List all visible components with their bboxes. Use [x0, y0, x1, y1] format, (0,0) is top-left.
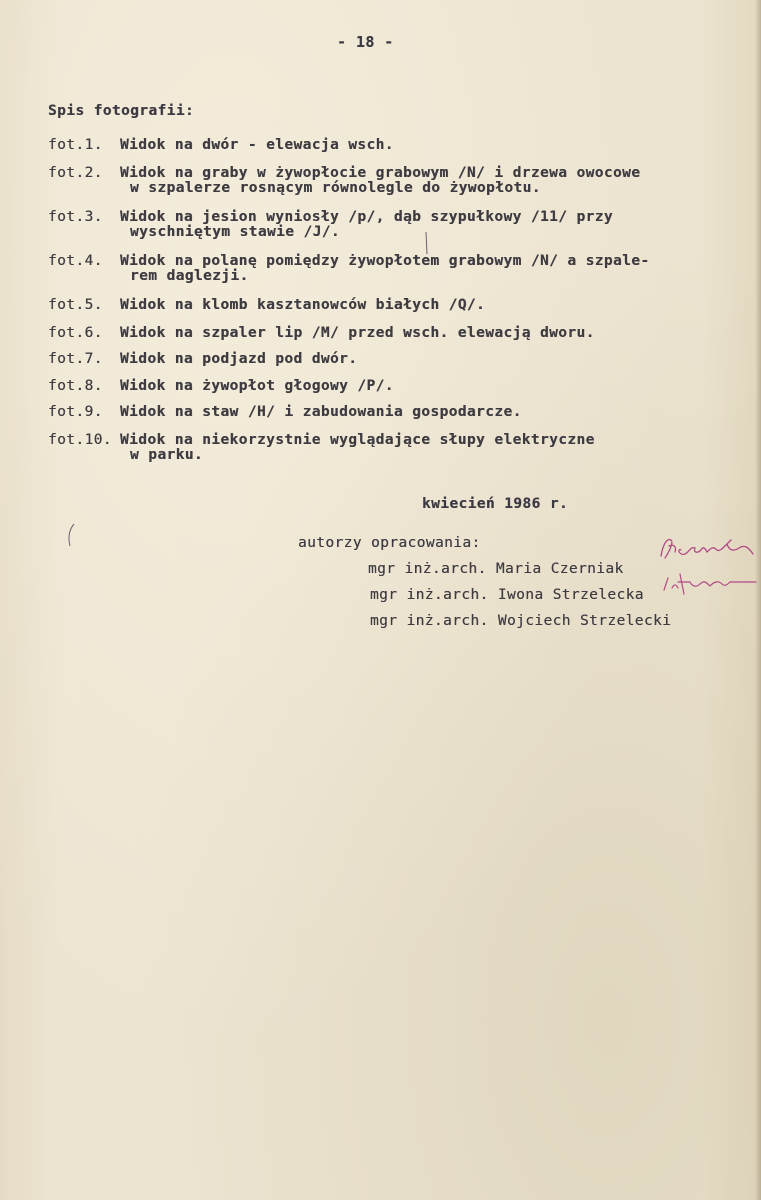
- page-number: - 18 -: [337, 33, 394, 51]
- photo-number: fot.1.: [48, 137, 103, 153]
- author-2: mgr inż.arch. Iwona Strzelecka: [370, 587, 644, 603]
- pen-mark: [66, 522, 76, 548]
- photo-description: Widok na żywopłot głogowy /P/.: [120, 378, 394, 394]
- photo-number: fot.4.: [48, 253, 103, 269]
- author-1: mgr inż.arch. Maria Czerniak: [368, 561, 624, 577]
- signature-czerniak: [655, 532, 757, 566]
- photo-description: Widok na staw /H/ i zabudowania gospodarcze.: [120, 404, 522, 420]
- document-date: kwiecień 1986 r.: [422, 496, 569, 512]
- photo-description: Widok na dwór - elewacja wsch.: [120, 137, 394, 153]
- author-3: mgr inż.arch. Wojciech Strzelecki: [370, 613, 672, 629]
- photo-description: Widok na jesion wyniosły /p/, dąb szypułkowy /11/ przy: [120, 209, 614, 225]
- authors-label: autorzy opracowania:: [298, 535, 481, 551]
- photo-description: Widok na graby w żywopłocie grabowym /N/ i drzewa owocowe: [120, 165, 641, 181]
- list-heading: Spis fotografii:: [48, 103, 195, 119]
- photo-number: fot.9.: [48, 404, 103, 420]
- photo-description: Widok na niekorzystnie wyglądające słupy elektryczne: [120, 432, 595, 448]
- photo-number: fot.10.: [48, 432, 112, 448]
- photo-description-continued: w parku.: [130, 447, 204, 463]
- photo-number: fot.5.: [48, 297, 103, 313]
- pen-mark: [424, 230, 430, 256]
- photo-description: Widok na klomb kasztanowców białych /Q/.: [120, 297, 486, 313]
- photo-number: fot.3.: [48, 209, 103, 225]
- page-edge-shadow: [755, 0, 761, 1200]
- photo-number: fot.8.: [48, 378, 103, 394]
- photo-description: Widok na szpaler lip /M/ przed wsch. elewacją dworu.: [120, 325, 595, 341]
- photo-description-continued: w szpalerze rosnącym równolegle do żywopłotu.: [130, 180, 541, 196]
- photo-description-continued: rem daglezji.: [130, 268, 249, 284]
- photo-description: Widok na podjazd pod dwór.: [120, 351, 358, 367]
- photo-number: fot.2.: [48, 165, 103, 181]
- photo-number: fot.6.: [48, 325, 103, 341]
- photo-description: Widok na polanę pomiędzy żywopłotem grabowym /N/ a szpale-: [120, 253, 650, 269]
- signature-strzelecka: [660, 568, 760, 598]
- photo-number: fot.7.: [48, 351, 103, 367]
- photo-description-continued: wyschniętym stawie /J/.: [130, 224, 340, 240]
